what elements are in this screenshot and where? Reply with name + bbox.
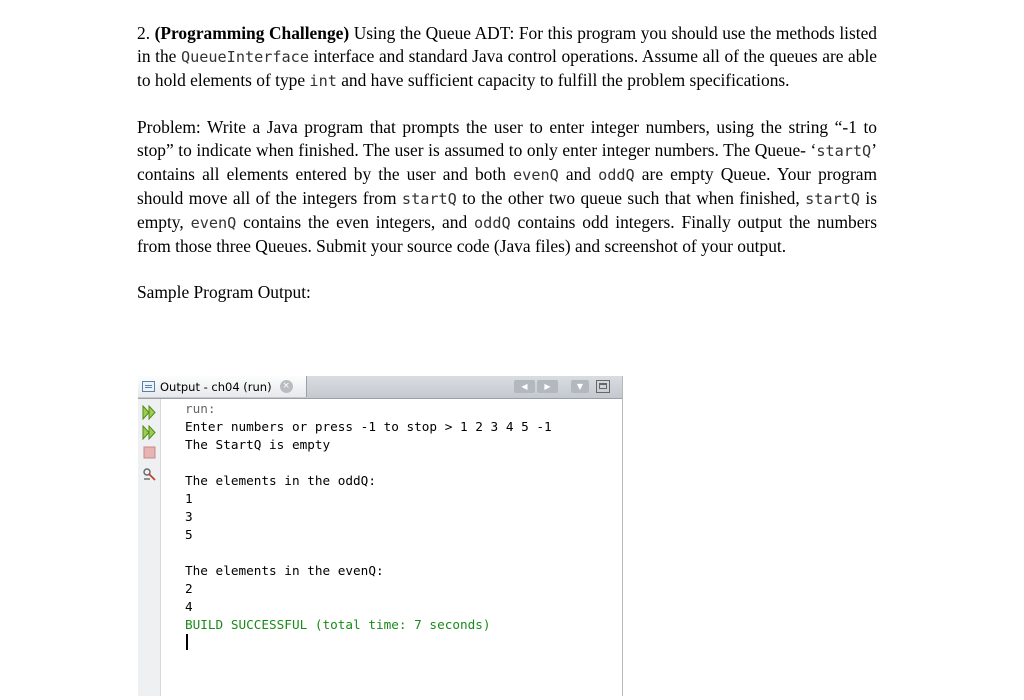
code-startq: startQ xyxy=(401,190,457,208)
maximize-icon xyxy=(599,383,607,389)
output-tab-label: Output - ch04 (run) xyxy=(160,379,272,394)
challenge-heading: (Programming Challenge) xyxy=(154,23,350,43)
console-line: run: xyxy=(185,401,216,416)
console-line: The elements in the oddQ: xyxy=(185,473,376,488)
console-line: The StartQ is empty xyxy=(185,437,331,452)
code-startq: startQ xyxy=(805,190,860,208)
text-caret xyxy=(186,634,188,650)
scroll-tabs-right-button[interactable]: ▶ xyxy=(537,380,558,393)
problem-paragraph xyxy=(137,116,877,258)
close-icon[interactable]: × xyxy=(280,380,293,393)
console-line: 2 xyxy=(185,581,193,596)
code-queueinterface: QueueInterface xyxy=(180,48,309,66)
console-line: 3 xyxy=(185,509,193,524)
text-run: and xyxy=(558,164,599,184)
console-output[interactable] xyxy=(185,400,552,652)
tab-list-dropdown-button[interactable]: ▼ xyxy=(571,380,589,393)
text-run: contains odd integers. Finally output the numbers from those three Queues. Submit your source code (Java files) and screenshot of your output. xyxy=(137,212,877,256)
challenge-paragraph xyxy=(137,22,877,93)
output-tab[interactable] xyxy=(138,376,307,397)
console-line xyxy=(185,544,552,562)
rerun-icon[interactable] xyxy=(142,405,157,420)
output-tab-bar xyxy=(138,376,622,399)
text-run: to the other two queue such that when finished, xyxy=(456,188,806,208)
sample-output-label: Sample Program Output: xyxy=(137,282,311,302)
code-oddq: oddQ xyxy=(598,166,635,184)
stop-icon[interactable] xyxy=(142,445,157,460)
text-run: Problem: Write a Java program that prompts the user to enter integer numbers, using the string “-1 to stop” to indicate when finished. The user is assumed to only enter integer numbers. The Queue- ‘ xyxy=(137,117,877,160)
rerun-with-options-icon[interactable] xyxy=(142,425,157,440)
text-run: Using the Queue ADT: For this program you should use the methods listed in the xyxy=(137,23,877,66)
code-evenq: evenQ xyxy=(190,214,237,232)
scroll-tabs-left-button[interactable]: ◀ xyxy=(514,380,535,393)
text-run: and have sufficient capacity to fulfill the problem specifications. xyxy=(336,70,790,90)
console-line: 5 xyxy=(185,527,193,542)
output-window-icon xyxy=(142,381,155,392)
text-run: is empty, xyxy=(137,188,878,232)
console-line: BUILD SUCCESSFUL (total time: 7 seconds) xyxy=(185,617,491,632)
code-startq: startQ xyxy=(816,142,872,160)
console-input-line[interactable] xyxy=(185,634,552,652)
code-oddq: oddQ xyxy=(474,214,511,232)
text-run: are empty Queue. Your program should move all of the integers from xyxy=(137,164,877,208)
console-line: 1 xyxy=(185,491,193,506)
code-evenq: evenQ xyxy=(513,166,559,184)
text-run: ’ contains all elements entered by the user and both xyxy=(137,140,877,184)
ide-output-window xyxy=(138,376,623,696)
item-number: 2. xyxy=(137,23,155,43)
output-toolbar xyxy=(138,399,161,696)
text-run: interface and standard Java control operations. Assume all of the queues are able to hold elements of type xyxy=(137,46,878,90)
console-line: Enter numbers or press -1 to stop > 1 2 3 4 5 -1 xyxy=(185,419,552,434)
console-line: The elements in the evenQ: xyxy=(185,563,384,578)
maximize-window-button[interactable] xyxy=(596,380,610,393)
console-line: 4 xyxy=(185,599,193,614)
text-run: contains the even integers, and xyxy=(236,212,475,232)
settings-icon[interactable] xyxy=(142,467,157,482)
code-int: int xyxy=(309,72,337,90)
assignment-document xyxy=(137,22,877,304)
console-line xyxy=(185,454,552,472)
